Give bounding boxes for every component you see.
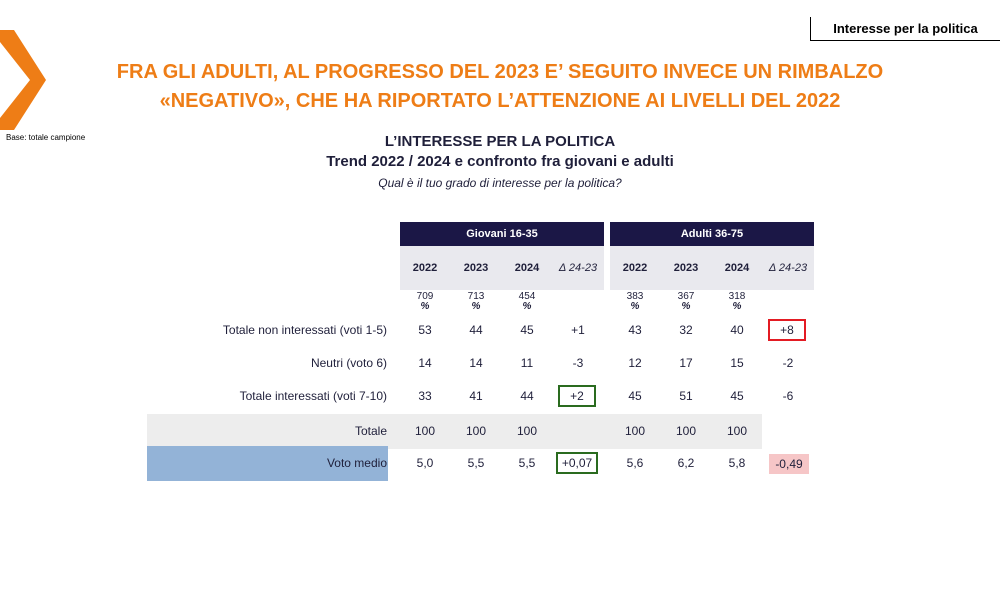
table-cell: 6,2 [677, 456, 695, 470]
row-label: Totale non interessati (voti 1-5) [222, 323, 387, 337]
table-cell: 44 [520, 389, 534, 403]
survey-question: Qual è il tuo grado di interesse per la politica? [378, 176, 622, 190]
table-subtitle: Trend 2022 / 2024 e confronto fra giovani e adulti [326, 153, 674, 170]
table-cell: 5,8 [728, 456, 746, 470]
table-title: L’INTERESSE PER LA POLITICA [384, 133, 616, 150]
table-cell: 5,0 [416, 456, 434, 470]
group-header-adulti: Adulti 36-75 [610, 222, 814, 246]
table-cell-delta: -2 [782, 356, 794, 370]
base-note: Base: totale campione [6, 133, 86, 142]
sample-base: 454 % [518, 291, 536, 312]
sample-base: 367 % [677, 291, 695, 312]
group-header-giovani: Giovani 16-35 [400, 222, 604, 246]
table-cell-delta: +1 [571, 323, 585, 337]
sample-base: 318 % [728, 291, 746, 312]
table-cell: 14 [469, 356, 483, 370]
table-cell-delta-highlight-positive: +2 [558, 385, 596, 407]
table-cell: 100 [465, 424, 487, 438]
sample-base: 383 % [626, 291, 644, 312]
logo-chevron-icon [0, 30, 48, 130]
table-cell: 5,6 [626, 456, 644, 470]
table-cell: 11 [520, 356, 534, 370]
column-header: 2022 [412, 262, 438, 274]
row-label: Totale interessati (voti 7-10) [239, 389, 387, 403]
table-cell: 53 [418, 323, 432, 337]
table-cell: 51 [679, 389, 693, 403]
row-label: Neutri (voto 6) [310, 356, 387, 370]
table-cell: 43 [628, 323, 642, 337]
table-cell: 41 [469, 389, 483, 403]
table-cell-delta-highlight-positive: +0,07 [556, 452, 598, 474]
table-cell: 32 [679, 323, 693, 337]
table-cell: 33 [418, 389, 432, 403]
table-cell-delta: -3 [572, 356, 584, 370]
column-header: 2024 [724, 262, 750, 274]
column-header-delta: Δ 24-23 [558, 262, 598, 274]
table-cell-delta-highlight-negative: +8 [768, 319, 806, 341]
row-label: Voto medio [326, 456, 387, 470]
sample-base: 709 % [416, 291, 434, 312]
headline-line-1: FRA GLI ADULTI, AL PROGRESSO DEL 2023 E’ SEGUITO INVECE UN RIMBALZO [116, 61, 884, 83]
column-header: 2024 [514, 262, 540, 274]
column-header: 2023 [463, 262, 489, 274]
table-cell: 100 [414, 424, 436, 438]
section-tag: Interesse per la politica [810, 17, 1000, 41]
table-cell: 12 [628, 356, 642, 370]
table-cell: 45 [520, 323, 534, 337]
table-cell: 5,5 [467, 456, 485, 470]
table-cell: 14 [418, 356, 432, 370]
column-header-delta: Δ 24-23 [768, 262, 808, 274]
table-cell: 100 [516, 424, 538, 438]
table-cell: 100 [675, 424, 697, 438]
table-cell: 45 [628, 389, 642, 403]
column-header: 2023 [673, 262, 699, 274]
headline-line-2: «NEGATIVO», CHE HA RIPORTATO L’ATTENZIONE AI LIVELLI DEL 2022 [159, 90, 841, 112]
table-cell-delta: -6 [782, 389, 794, 403]
column-header: 2022 [622, 262, 648, 274]
sample-base: 713 % [467, 291, 485, 312]
table-cell-delta-highlight-negative: -0,49 [769, 454, 809, 474]
table-cell: 15 [730, 356, 744, 370]
row-label: Totale [354, 424, 387, 438]
table-cell: 45 [730, 389, 744, 403]
table-cell: 100 [624, 424, 646, 438]
table-cell: 44 [469, 323, 483, 337]
table-cell: 40 [730, 323, 744, 337]
table-cell: 100 [726, 424, 748, 438]
table-cell: 17 [679, 356, 693, 370]
table-cell: 5,5 [518, 456, 536, 470]
